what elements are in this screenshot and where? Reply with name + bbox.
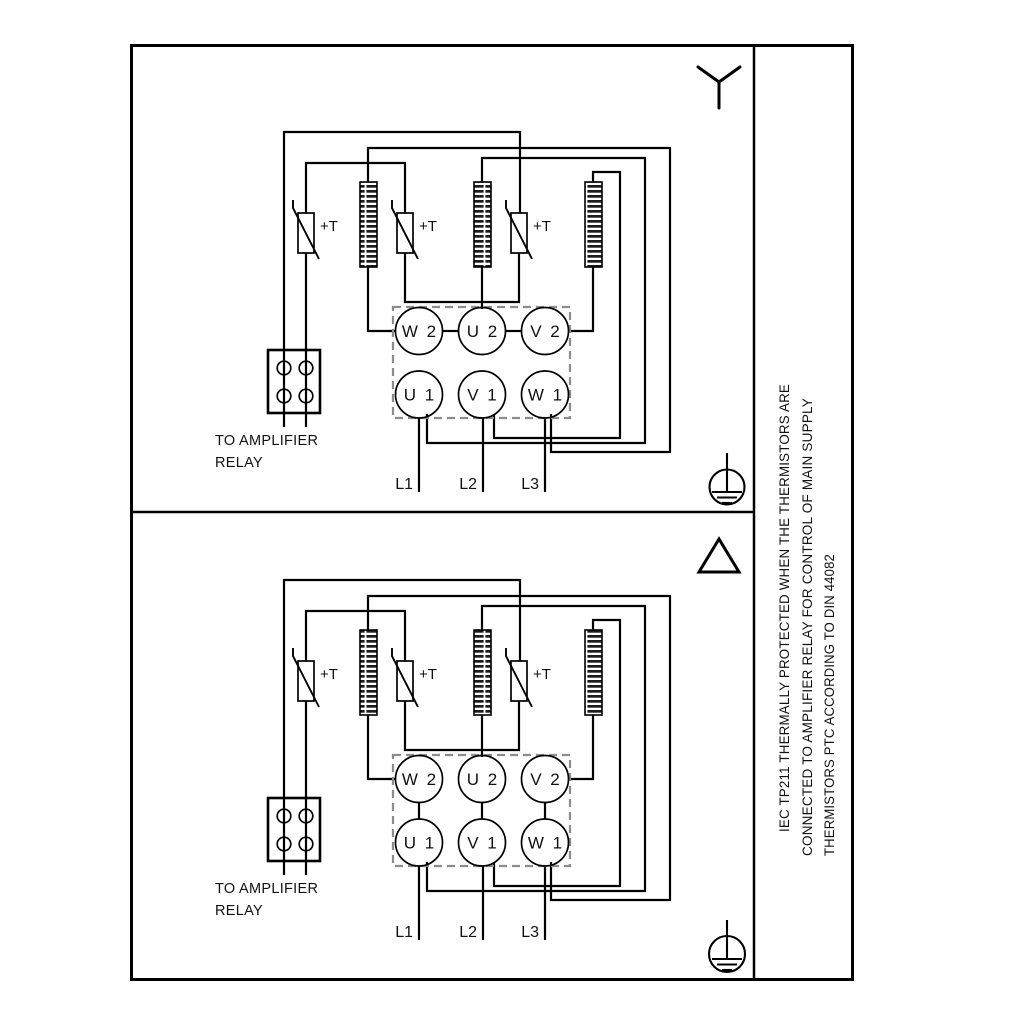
terminal-label-w1: W 1 <box>527 833 565 853</box>
supply-label-l3: L3 <box>521 476 539 493</box>
winding-w <box>360 630 377 715</box>
terminal-label-v1: V 1 <box>467 385 499 405</box>
thermistor-label: +T <box>533 218 551 235</box>
winding-u <box>474 630 491 715</box>
terminal-label-u2: U 2 <box>466 322 500 341</box>
star-symbol-icon <box>698 67 740 108</box>
thermistors <box>293 200 551 259</box>
side-note-line1: IEC TP211 THERMALLY PROTECTED WHEN THE THERMISTORS ARE <box>776 361 792 832</box>
thermistor-label: +T <box>320 218 338 235</box>
delta-symbol-icon <box>699 539 739 572</box>
winding-v <box>585 630 602 715</box>
relay-caption-line1: TO AMPLIFIER <box>215 881 319 897</box>
side-note-line2: CONNECTED TO AMPLIFIER RELAY FOR CONTROL OF MAIN SUPPLY <box>799 382 815 856</box>
winding-u <box>474 182 491 267</box>
terminal-label-u1: U 1 <box>403 833 437 853</box>
thermistor-label: +T <box>419 218 437 235</box>
terminal-label-u1: U 1 <box>403 385 437 405</box>
supply-label-l1: L1 <box>395 476 413 493</box>
ground-icon <box>710 453 745 505</box>
star-panel <box>215 67 745 505</box>
terminal-label-v2: V 2 <box>530 322 562 341</box>
terminal-label-w2: W 2 <box>401 322 439 341</box>
ground-icon <box>709 920 745 972</box>
relay-caption-line1: TO AMPLIFIER <box>215 433 319 449</box>
thermistor-label: +T <box>419 666 437 683</box>
thermistor-label: +T <box>320 666 338 683</box>
relay-caption-line2: RELAY <box>215 903 263 919</box>
terminal-label-v1: V 1 <box>467 833 499 853</box>
supply-label-l2: L2 <box>459 476 477 493</box>
supply-label-l1: L1 <box>395 924 413 941</box>
relay-terminal-box <box>268 350 320 413</box>
terminal-label-w1: W 1 <box>527 385 565 405</box>
thermistor-label: +T <box>533 666 551 683</box>
relay-terminal-box <box>268 798 320 861</box>
side-note <box>776 361 837 856</box>
delta-panel <box>215 539 745 972</box>
terminal-block <box>393 307 570 418</box>
supply-label-l2: L2 <box>459 924 477 941</box>
relay-caption-line2: RELAY <box>215 455 263 471</box>
terminal-label-w2: W 2 <box>401 770 439 789</box>
winding-w <box>360 182 377 267</box>
side-note-line3: THERMISTORS PTC ACCORDING TO DIN 44082 <box>821 532 837 856</box>
terminal-label-v2: V 2 <box>530 770 562 789</box>
winding-v <box>585 182 602 267</box>
supply-label-l3: L3 <box>521 924 539 941</box>
terminal-label-u2: U 2 <box>466 770 500 789</box>
thermistors <box>293 648 551 707</box>
